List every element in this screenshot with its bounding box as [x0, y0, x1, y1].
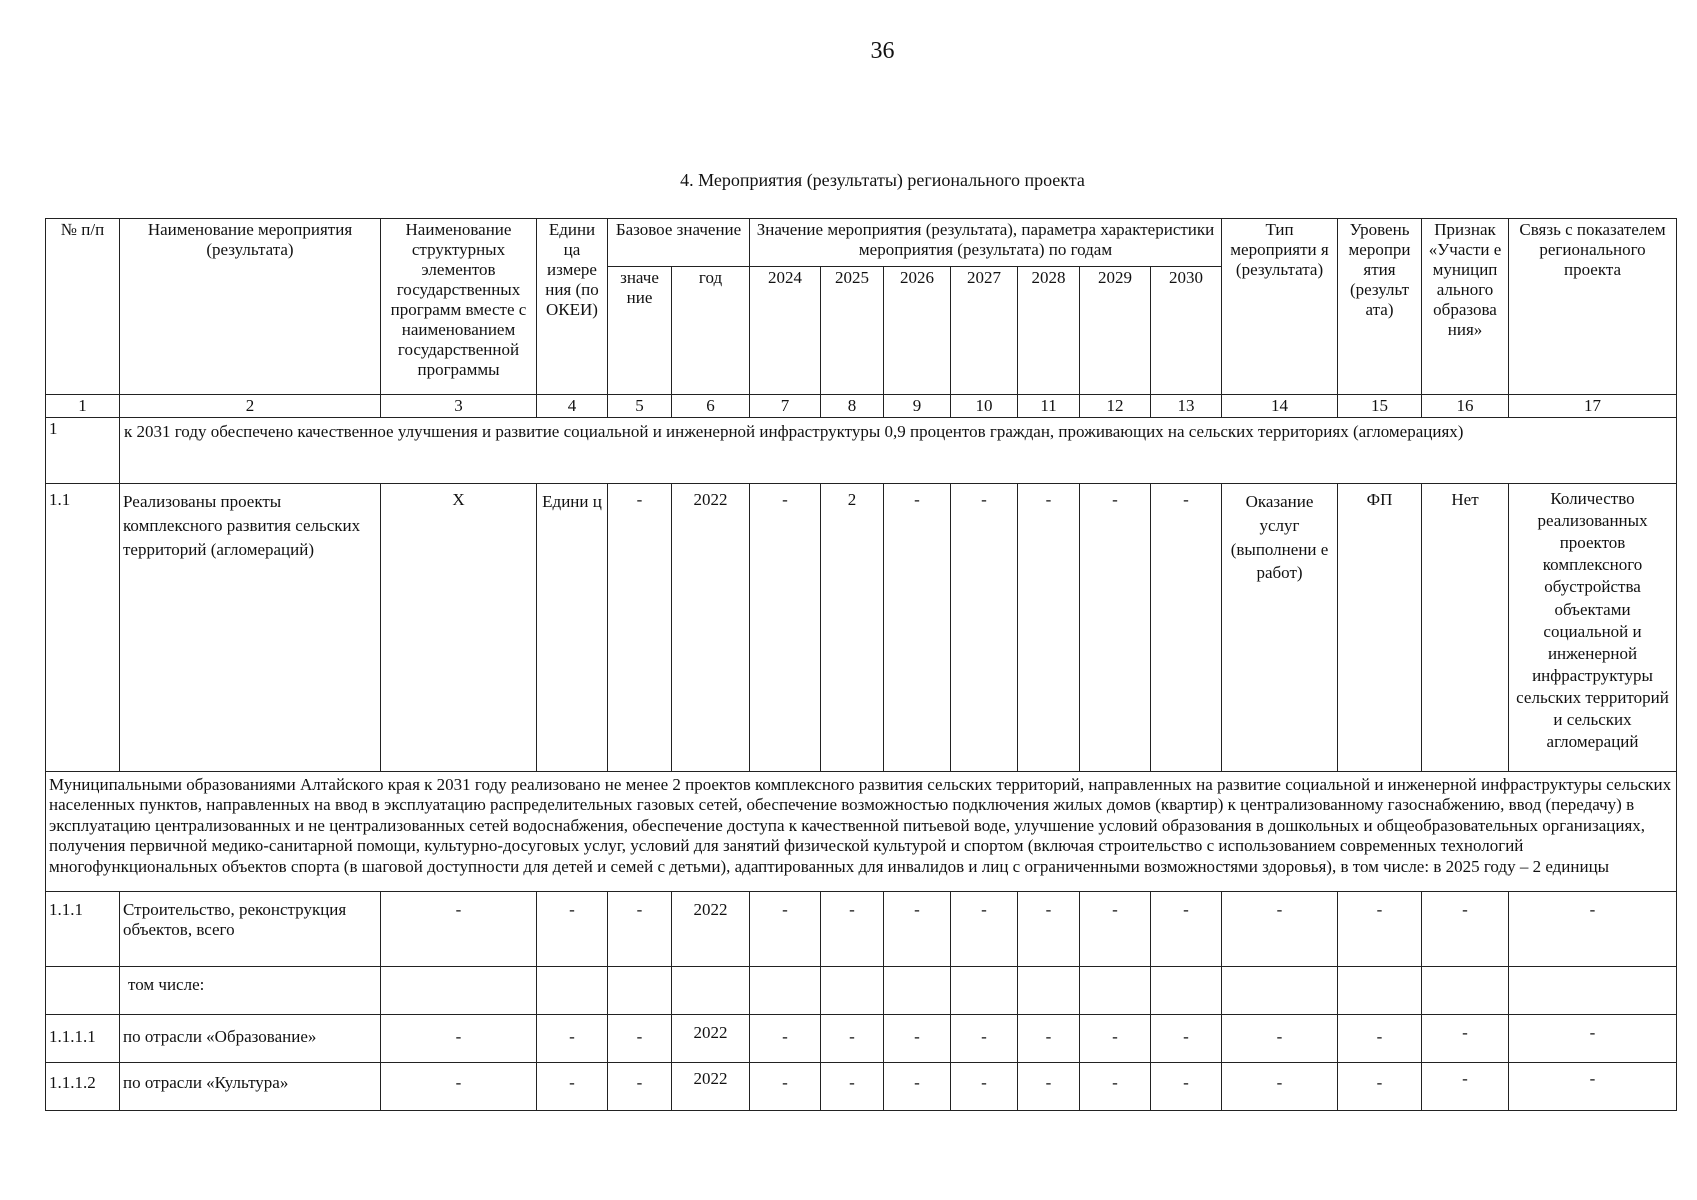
header-level: Уровень меропри ятия (результ ата) [1338, 219, 1422, 395]
result-type: Оказание услуг (выполнени е работ) [1222, 484, 1338, 772]
sub-row-year-value: - [951, 892, 1018, 967]
sub-row-year-value: - [1151, 1015, 1222, 1063]
sub-row-num: 1.1.1.1 [46, 1015, 120, 1063]
result-unit: Едини ц [537, 484, 608, 772]
sub-row-municipal [1422, 967, 1509, 1015]
header-base-year: год [672, 267, 750, 395]
sub-row-base-year: 2022 [672, 1063, 750, 1111]
header-base: Базовое значение [608, 219, 750, 267]
header-municipal: Признак «Участи е муницип ального образова ния» [1422, 219, 1509, 395]
task-num: 1 [46, 418, 120, 484]
sub-row-year-value: - [884, 892, 951, 967]
sub-row-base-value: - [608, 892, 672, 967]
sub-row-year-value [1018, 967, 1080, 1015]
sub-row-structural: - [381, 1063, 537, 1111]
result-num: 1.1 [46, 484, 120, 772]
sub-row-name: по отрасли «Образование» [120, 1015, 381, 1063]
column-numbers-row [46, 395, 1677, 418]
sub-row-year-value: - [821, 1015, 884, 1063]
header-link: Связь с показателем регионального проекта [1509, 219, 1677, 395]
sub-row-year-value [1151, 967, 1222, 1015]
sub-row-year-value [951, 967, 1018, 1015]
result-year-value: - [951, 484, 1018, 772]
page-number: 36 [870, 38, 895, 64]
column-number: 9 [884, 395, 951, 418]
column-number: 2 [120, 395, 381, 418]
sub-row-municipal: - [1422, 892, 1509, 967]
sub-row-link [1509, 967, 1677, 1015]
header-type: Тип мероприяти я (результата) [1222, 219, 1338, 395]
result-level: ФП [1338, 484, 1422, 772]
sub-row-year-value: - [884, 1015, 951, 1063]
sub-row-link: - [1509, 1063, 1677, 1111]
sub-row-base-value [608, 967, 672, 1015]
column-number: 3 [381, 395, 537, 418]
sub-row-municipal: - [1422, 1063, 1509, 1111]
header-num: № п/п [46, 219, 120, 395]
header-year-2028: 2028 [1018, 267, 1080, 395]
section-title: 4. Мероприятия (результаты) регионального проекта [680, 170, 1085, 190]
sub-row-unit: - [537, 1063, 608, 1111]
column-number: 17 [1509, 395, 1677, 418]
sub-row-unit: - [537, 892, 608, 967]
sub-row-year-value [1080, 967, 1151, 1015]
column-number: 10 [951, 395, 1018, 418]
column-number: 5 [608, 395, 672, 418]
result-row [46, 484, 1677, 772]
results-table [45, 218, 1677, 1111]
result-year-value: - [750, 484, 821, 772]
result-year-value: 2 [821, 484, 884, 772]
sub-row-year-value: - [1080, 1063, 1151, 1111]
sub-row-level [1338, 967, 1422, 1015]
header-year-2029: 2029 [1080, 267, 1151, 395]
description-row [46, 772, 1677, 892]
sub-row-base-value: - [608, 1063, 672, 1111]
sub-row-type: - [1222, 1015, 1338, 1063]
sub-row-level: - [1338, 1063, 1422, 1111]
sub-row [46, 1063, 1677, 1111]
sub-row-year-value: - [1080, 892, 1151, 967]
header-structural: Наименование структурных элементов государственных программ вместе с наименованием государственной программы [381, 219, 537, 395]
sub-row-year-value: - [750, 1063, 821, 1111]
sub-row-unit [537, 967, 608, 1015]
sub-row-year-value: - [1080, 1015, 1151, 1063]
sub-row-level: - [1338, 892, 1422, 967]
sub-row-num: 1.1.1.2 [46, 1063, 120, 1111]
sub-row-base-value: - [608, 1015, 672, 1063]
result-year-value: - [1080, 484, 1151, 772]
result-base-year: 2022 [672, 484, 750, 772]
column-number: 8 [821, 395, 884, 418]
column-number: 15 [1338, 395, 1422, 418]
sub-row-year-value: - [1018, 1015, 1080, 1063]
sub-row-type [1222, 967, 1338, 1015]
sub-row [46, 1015, 1677, 1063]
sub-row-base-year: 2022 [672, 892, 750, 967]
sub-row-year-value: - [1151, 1063, 1222, 1111]
sub-row-num [46, 967, 120, 1015]
header-year-2025: 2025 [821, 267, 884, 395]
result-municipal: Нет [1422, 484, 1509, 772]
sub-row-year-value [750, 967, 821, 1015]
column-number: 16 [1422, 395, 1509, 418]
header-year-2026: 2026 [884, 267, 951, 395]
sub-row-link: - [1509, 892, 1677, 967]
sub-row [46, 892, 1677, 967]
sub-row-type: - [1222, 1063, 1338, 1111]
task-row [46, 418, 1677, 484]
result-base-value: - [608, 484, 672, 772]
sub-row-year-value: - [1151, 892, 1222, 967]
sub-row-year-value: - [884, 1063, 951, 1111]
sub-row-year-value: - [1018, 1063, 1080, 1111]
result-year-value: - [1151, 484, 1222, 772]
header-unit: Едини ца измере ния (по ОКЕИ) [537, 219, 608, 395]
header-year-2024: 2024 [750, 267, 821, 395]
sub-row-year-value: - [1018, 892, 1080, 967]
sub-row-year-value: - [750, 892, 821, 967]
sub-row [46, 967, 1677, 1015]
sub-row-name: Строительство, реконструкция объектов, всего [120, 892, 381, 967]
sub-row-year-value: - [750, 1015, 821, 1063]
result-year-value: - [884, 484, 951, 772]
sub-row-structural: - [381, 1015, 537, 1063]
column-number: 7 [750, 395, 821, 418]
sub-row-year-value [821, 967, 884, 1015]
sub-row-structural [381, 967, 537, 1015]
column-number: 13 [1151, 395, 1222, 418]
result-description: Муниципальными образованиями Алтайского края к 2031 году реализовано не менее 2 проектов комплексного развития сельских территорий, направленных на развитие социальной и инженерной инфраструктуры сельских населенных пунктов, направленных на ввод в эксплуатацию распределительных газовых сетей, обеспечение возможностью подключения жилых домов (квартир) к централизованному газоснабжению, ввод (передачу) в эксплуатацию централизованных и не централизованных сетей водоснабжения, обеспечение доступа к качественной питьевой воде, улучшение условий образования в дошкольных и общеобразовательных организациях, получения первичной медико-санитарной помощи, культурно-досуговых услуг, условий для занятий физической культурой и спортом (включая строительство с использованием современных технологий многофункциональных объектов спорта (в шаговой доступности для детей и семей с детьми), адаптированных для инвалидов и лиц с ограниченными возможностями здоровья), в том числе: в 2025 году – 2 единицы [46, 772, 1677, 892]
column-number: 11 [1018, 395, 1080, 418]
sub-row-type: - [1222, 892, 1338, 967]
sub-row-year-value: - [821, 892, 884, 967]
column-number: 12 [1080, 395, 1151, 418]
column-number: 14 [1222, 395, 1338, 418]
column-number: 1 [46, 395, 120, 418]
sub-row-name: том числе: [120, 967, 381, 1015]
header-name: Наименование мероприятия (результата) [120, 219, 381, 395]
header-year-2027: 2027 [951, 267, 1018, 395]
result-structural: Х [381, 484, 537, 772]
sub-row-base-year [672, 967, 750, 1015]
sub-row-unit: - [537, 1015, 608, 1063]
sub-row-municipal: - [1422, 1015, 1509, 1063]
task-text: к 2031 году обеспечено качественное улучшения и развитие социальной и инженерной инфраструктуры 0,9 процентов граждан, проживающих на сельских территориях (агломерациях) [120, 418, 1677, 484]
sub-row-num: 1.1.1 [46, 892, 120, 967]
header-base-value: значе ние [608, 267, 672, 395]
result-year-value: - [1018, 484, 1080, 772]
header-year-2030: 2030 [1151, 267, 1222, 395]
sub-row-base-year: 2022 [672, 1015, 750, 1063]
sub-row-year-value: - [951, 1015, 1018, 1063]
header-values: Значение мероприятия (результата), параметра характеристики мероприятия (результата) по годам [750, 219, 1222, 267]
column-number: 4 [537, 395, 608, 418]
sub-row-level: - [1338, 1015, 1422, 1063]
sub-row-link: - [1509, 1015, 1677, 1063]
sub-row-name: по отрасли «Культура» [120, 1063, 381, 1111]
sub-row-year-value [884, 967, 951, 1015]
result-name: Реализованы проекты комплексного развития сельских территорий (агломераций) [120, 484, 381, 772]
sub-row-year-value: - [821, 1063, 884, 1111]
result-link: Количество реализованных проектов комплексного обустройства объектами социальной и инженерной инфраструктуры сельских территорий и сельских агломераций [1509, 484, 1677, 772]
header-row-1 [46, 219, 1677, 267]
sub-row-year-value: - [951, 1063, 1018, 1111]
sub-row-structural: - [381, 892, 537, 967]
column-number: 6 [672, 395, 750, 418]
